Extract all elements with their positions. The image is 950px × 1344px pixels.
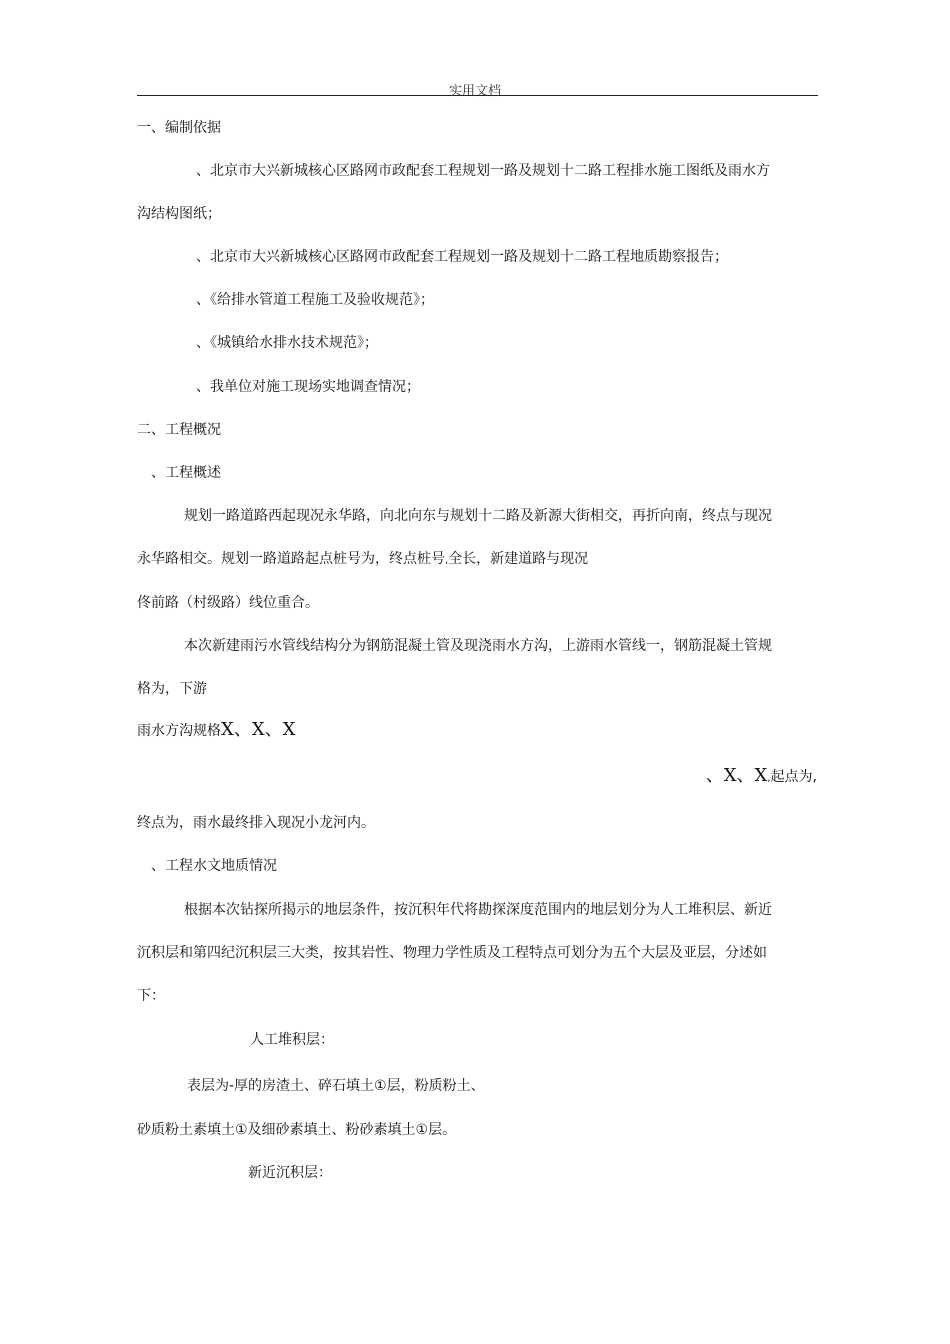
comma-mark-3: , bbox=[812, 769, 817, 785]
basis-item-4: 、《城镇给水排水技术规范》； bbox=[196, 335, 378, 351]
basis-item-1-line-1: 、北京市大兴新城核心区路网市政配套工程规划一路及规划十二路工程排水施工图纸及雨水方 bbox=[196, 163, 770, 179]
subheading-overview: 、工程概述 bbox=[151, 465, 221, 481]
overview-p1-line-1: 规划一路道路西起现况永华路，向北向东与规划十二路及新源大街相交，再折向南，终点与现况 bbox=[184, 508, 772, 524]
basis-item-5: 、我单位对施工现场实地调查情况； bbox=[196, 379, 420, 395]
layer-artificial-title: 人工堆积层： bbox=[250, 1032, 334, 1048]
layer-recent-title: 新近沉积层： bbox=[248, 1165, 332, 1181]
section-heading-overview: 二、工程概况 bbox=[137, 422, 221, 438]
overview-p3: 终点为，雨水最终排入现况小龙河内。 bbox=[137, 815, 375, 831]
overview-p1-line-2b: 全长，新建道路与现况 bbox=[448, 551, 589, 567]
channel-spec-tail: 起点为 bbox=[770, 769, 813, 785]
overview-p1-line-2a: 永华路相交。规划一路道路起点桩号为，终点桩号 bbox=[137, 551, 445, 567]
comma-mark: , bbox=[445, 555, 449, 566]
hydro-p1-line-3: 下： bbox=[137, 988, 165, 1004]
channel-spec-line bbox=[137, 721, 295, 740]
channel-spec-label: 雨水方沟规格 bbox=[137, 723, 221, 739]
channel-spec-continuation bbox=[706, 767, 817, 788]
layer-artificial-line-2: 砂质粉土素填土①及细砂素填土、粉砂素填土①层。 bbox=[137, 1122, 457, 1138]
channel-spec-value: X、X、X bbox=[221, 719, 296, 740]
overview-p1-line-3: 佟前路（村级路）线位重合。 bbox=[137, 595, 319, 611]
overview-p2-line-2: 格为，下游 bbox=[137, 681, 207, 697]
section-heading-basis: 一、编制依据 bbox=[137, 120, 221, 136]
subheading-hydrogeology: 、工程水文地质情况 bbox=[151, 858, 277, 874]
overview-p1-line-2 bbox=[137, 550, 588, 570]
layer-artificial-line-1: 表层为-厚的房渣土、碎石填土①层，粉质粉土、 bbox=[187, 1078, 485, 1094]
basis-item-3: 、《给排水管道工程施工及验收规范》； bbox=[196, 292, 434, 308]
header-rule bbox=[137, 95, 818, 96]
hydro-p1-line-2: 沉积层和第四纪沉积层三大类，按其岩性、物理力学性质及工程特点可划分为五个大层及亚层，分述如 bbox=[137, 945, 767, 961]
basis-item-1-line-2: 沟结构图纸； bbox=[137, 206, 221, 222]
page-header: 实用文档 bbox=[448, 84, 501, 99]
channel-spec-cont-prefix: 、X、X bbox=[705, 765, 768, 786]
comma-mark-2: , bbox=[767, 773, 771, 784]
hydro-p1-line-1: 根据本次钻探所揭示的地层条件，按沉积年代将勘探深度范围内的地层划分为人工堆积层、新近 bbox=[184, 902, 772, 918]
basis-item-2: 、北京市大兴新城核心区路网市政配套工程规划一路及规划十二路工程地质勘察报告； bbox=[196, 249, 728, 265]
overview-p2-line-1: 本次新建雨污水管线结构分为钢筋混凝土管及现浇雨水方沟，上游雨水管线一，钢筋混凝土管规 bbox=[184, 638, 772, 654]
